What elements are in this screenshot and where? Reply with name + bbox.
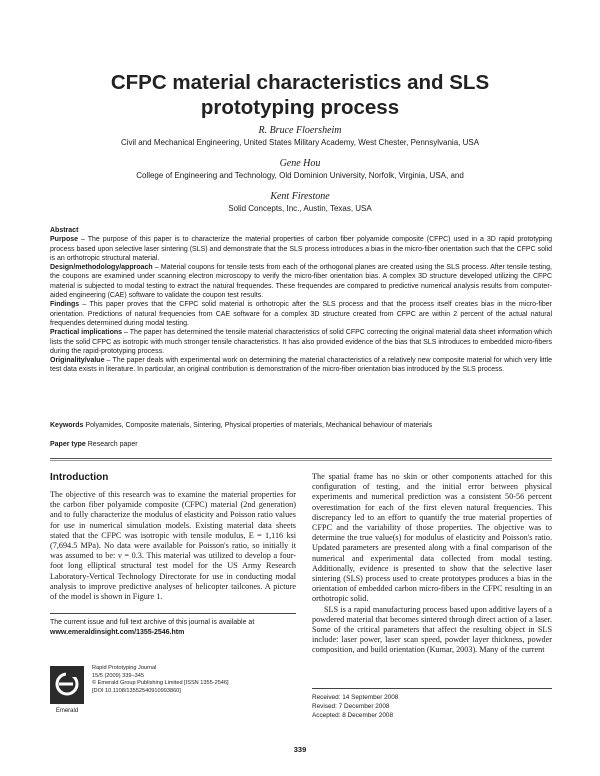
author-name: R. Bruce Floersheim <box>258 125 342 136</box>
author-affiliation: College of Engineering and Technology, Old Dominion University, Norfolk, Virginia, USA, and <box>136 171 464 180</box>
paper-type-text: Research paper <box>85 441 138 448</box>
full-text-url-link[interactable]: www.emeraldinsight.com/1355-2546.htm <box>50 629 185 636</box>
purpose-text: – The purpose of this paper is to characterize the material properties of carbon fiber polyamide composite (CFPC) used in a 3D rapid prototyping process based upon selective laser sintering (SLS) and demonstrate that the SLS process introduces a bias in the micro-fiber orientation such that the CFPC solid is an orthotropic structural material. <box>50 236 552 262</box>
keywords-text: Polyamides, Composite materials, Sintering, Physical properties of materials, Mechanical behaviour of materials <box>83 422 433 429</box>
introduction-heading: Introduction <box>50 472 109 483</box>
title-line-2: prototyping process <box>200 96 400 119</box>
author-affiliation: Solid Concepts, Inc., Austin, Texas, USA <box>228 204 372 213</box>
journal-name: Rapid Prototyping Journal <box>92 665 157 671</box>
abstract-heading: Abstract <box>50 227 79 234</box>
paper-type <box>50 440 138 449</box>
author-name: Kent Firestone <box>270 191 330 202</box>
author-affiliation: Civil and Mechanical Engineering, United States Military Academy, West Chester, Pennsylvania, USA <box>120 138 480 147</box>
intro-paragraph-3: SLS is a rapid manufacturing process based upon additive layers of a powdered material that becomes sintered through direct action of a laser. Some of the critical parameters that affect the resulting object in SLS include: laser power, laser scan speed, powder layer thickness, powder composition, and build orientation (Kumar, 2003). Many of the current <box>312 604 552 655</box>
author-name: Gene Hou <box>279 158 321 169</box>
originality-text: – The paper deals with experimental work on determining the material characteristics of a relatively new composite material for which very little test data exists in literature. In particular, an original contribution is demonstration of the micro-fiber orientation bias introduced by the SLS process. <box>50 357 552 374</box>
keywords-label: Keywords <box>50 422 84 429</box>
originality-label: Originality/value <box>50 357 105 365</box>
date-received: Received: 14 September 2008 <box>312 694 399 701</box>
journal-copyright: © Emerald Group Publishing Limited [ISSN 1355-2546] <box>92 680 229 687</box>
body-column-left <box>50 490 296 602</box>
dates-divider <box>312 688 552 689</box>
practical-text: – The paper has determined the tensile material characteristics of solid CFPC correcting the original material data sheet information which lists the solid CFPC as isotropic with much stronger tensile characteristics. It has also provided evidence of the bias that SLS introduces to embedded micro-fibers during the rapid-prototyping process. <box>50 329 552 355</box>
submission-dates <box>312 693 398 720</box>
purpose-label: Purpose <box>50 236 79 244</box>
abstract-originality <box>50 356 552 375</box>
abstract-design <box>50 263 552 300</box>
section-divider <box>50 458 552 459</box>
intro-paragraph-2: The spatial frame has no skin or other components attached for this configuration of testing, and the initial error between physical experiments and numerical prediction was a consistent 50-56 percent overestimation for each of the first eleven natural frequencies. This discrepancy led to an effort to quantify the true material properties of CFPC and the variability of those properties. The objective was to determine the true value(s) for modulus of elasticity and Poisson's ratio. Updated parameters are presented along with a final comparison of the numerical and experimental data collected from modal testing. Additionally, evidence is presented to show that the selective laser sintering (SLS) process used to create prototypes produces a bias in the orientation of embedded carbon micro-fibers in the CFPC resulting in an orthotropic solid. <box>312 472 552 604</box>
date-accepted: Accepted: 8 December 2008 <box>312 712 393 719</box>
logo-wordmark: Emerald <box>55 708 79 714</box>
date-revised: Revised: 7 December 2008 <box>312 703 390 710</box>
keywords <box>50 421 552 430</box>
practical-label: Practical implications <box>50 329 123 337</box>
design-label: Design/methodology/approach <box>50 264 153 272</box>
full-text-line: The current issue and full text archive of this journal is available at <box>50 619 255 626</box>
full-text-notice <box>50 618 296 638</box>
abstract-practical <box>50 328 552 356</box>
findings-label: Findings <box>50 301 80 309</box>
abstract-findings <box>50 300 552 328</box>
page-number: 339 <box>293 745 307 754</box>
design-text: – Material coupons for tensile tests from each of the orthogonal planes are created using the SLS process. After tensile testing, the coupons are examined under scanning electron microscopy to verify the micro-fiber orientation bias. A complex 3D structure developed utilizing the CFPC material is subjected to modal testing to extract the natural frequendes. These frequendes are compared to predictive numerical analysis results from computer-aided engineering (CAE) software to validate the coupon test results. <box>50 264 552 300</box>
journal-volume: 15/5 (2009) 339–345 <box>92 672 144 679</box>
abstract <box>50 226 552 375</box>
findings-text: – This paper proves that the CFPC solid material is orthotropic after the SLS process and that the process itself creates bias in the micro-fiber orientation. Predictions of natural frequencies from CAE software for a complex 3D structure created from CFPC are within 2 percent of the actual natural frequendes determined during modal testing. <box>50 301 552 327</box>
journal-doi: [DOI 10.1108/13552540910993860] <box>92 687 181 694</box>
journal-info <box>92 665 229 695</box>
emerald-logo-icon <box>50 666 84 714</box>
section-divider-thin <box>50 460 552 461</box>
author-list <box>40 124 560 223</box>
footnote-divider <box>50 613 296 614</box>
paper-title <box>60 70 540 120</box>
intro-paragraph-1: The objective of this research was to examine the material properties for the carbon fiber polyamide composite (CFPC) material (2nd generation) and to fully characterize the modulus of elasticity and Poisson ratio values for use in numerical simulation models. Existing material data sheets stated that the CFPC was isotropic with tensile modulus, E = 1,116 ksi (7,694.5 MPa). No data were available for Poisson's ratio, so initially it was assumed to be: ν = 0.3. This material was utilized to develop a four-foot long elliptical structural test model for the US Army Research Laboratory-Vertical Technology Directorate for use in conducting modal analysis to improve predictive analyses of helicopter tailcones. A picture of the model is shown in Figure 1. <box>50 490 296 602</box>
paper-type-label: Paper type <box>50 441 86 448</box>
body-column-right <box>312 472 552 656</box>
abstract-purpose <box>50 235 552 263</box>
title-line-1: CFPC material characteristics and SLS <box>110 71 490 94</box>
